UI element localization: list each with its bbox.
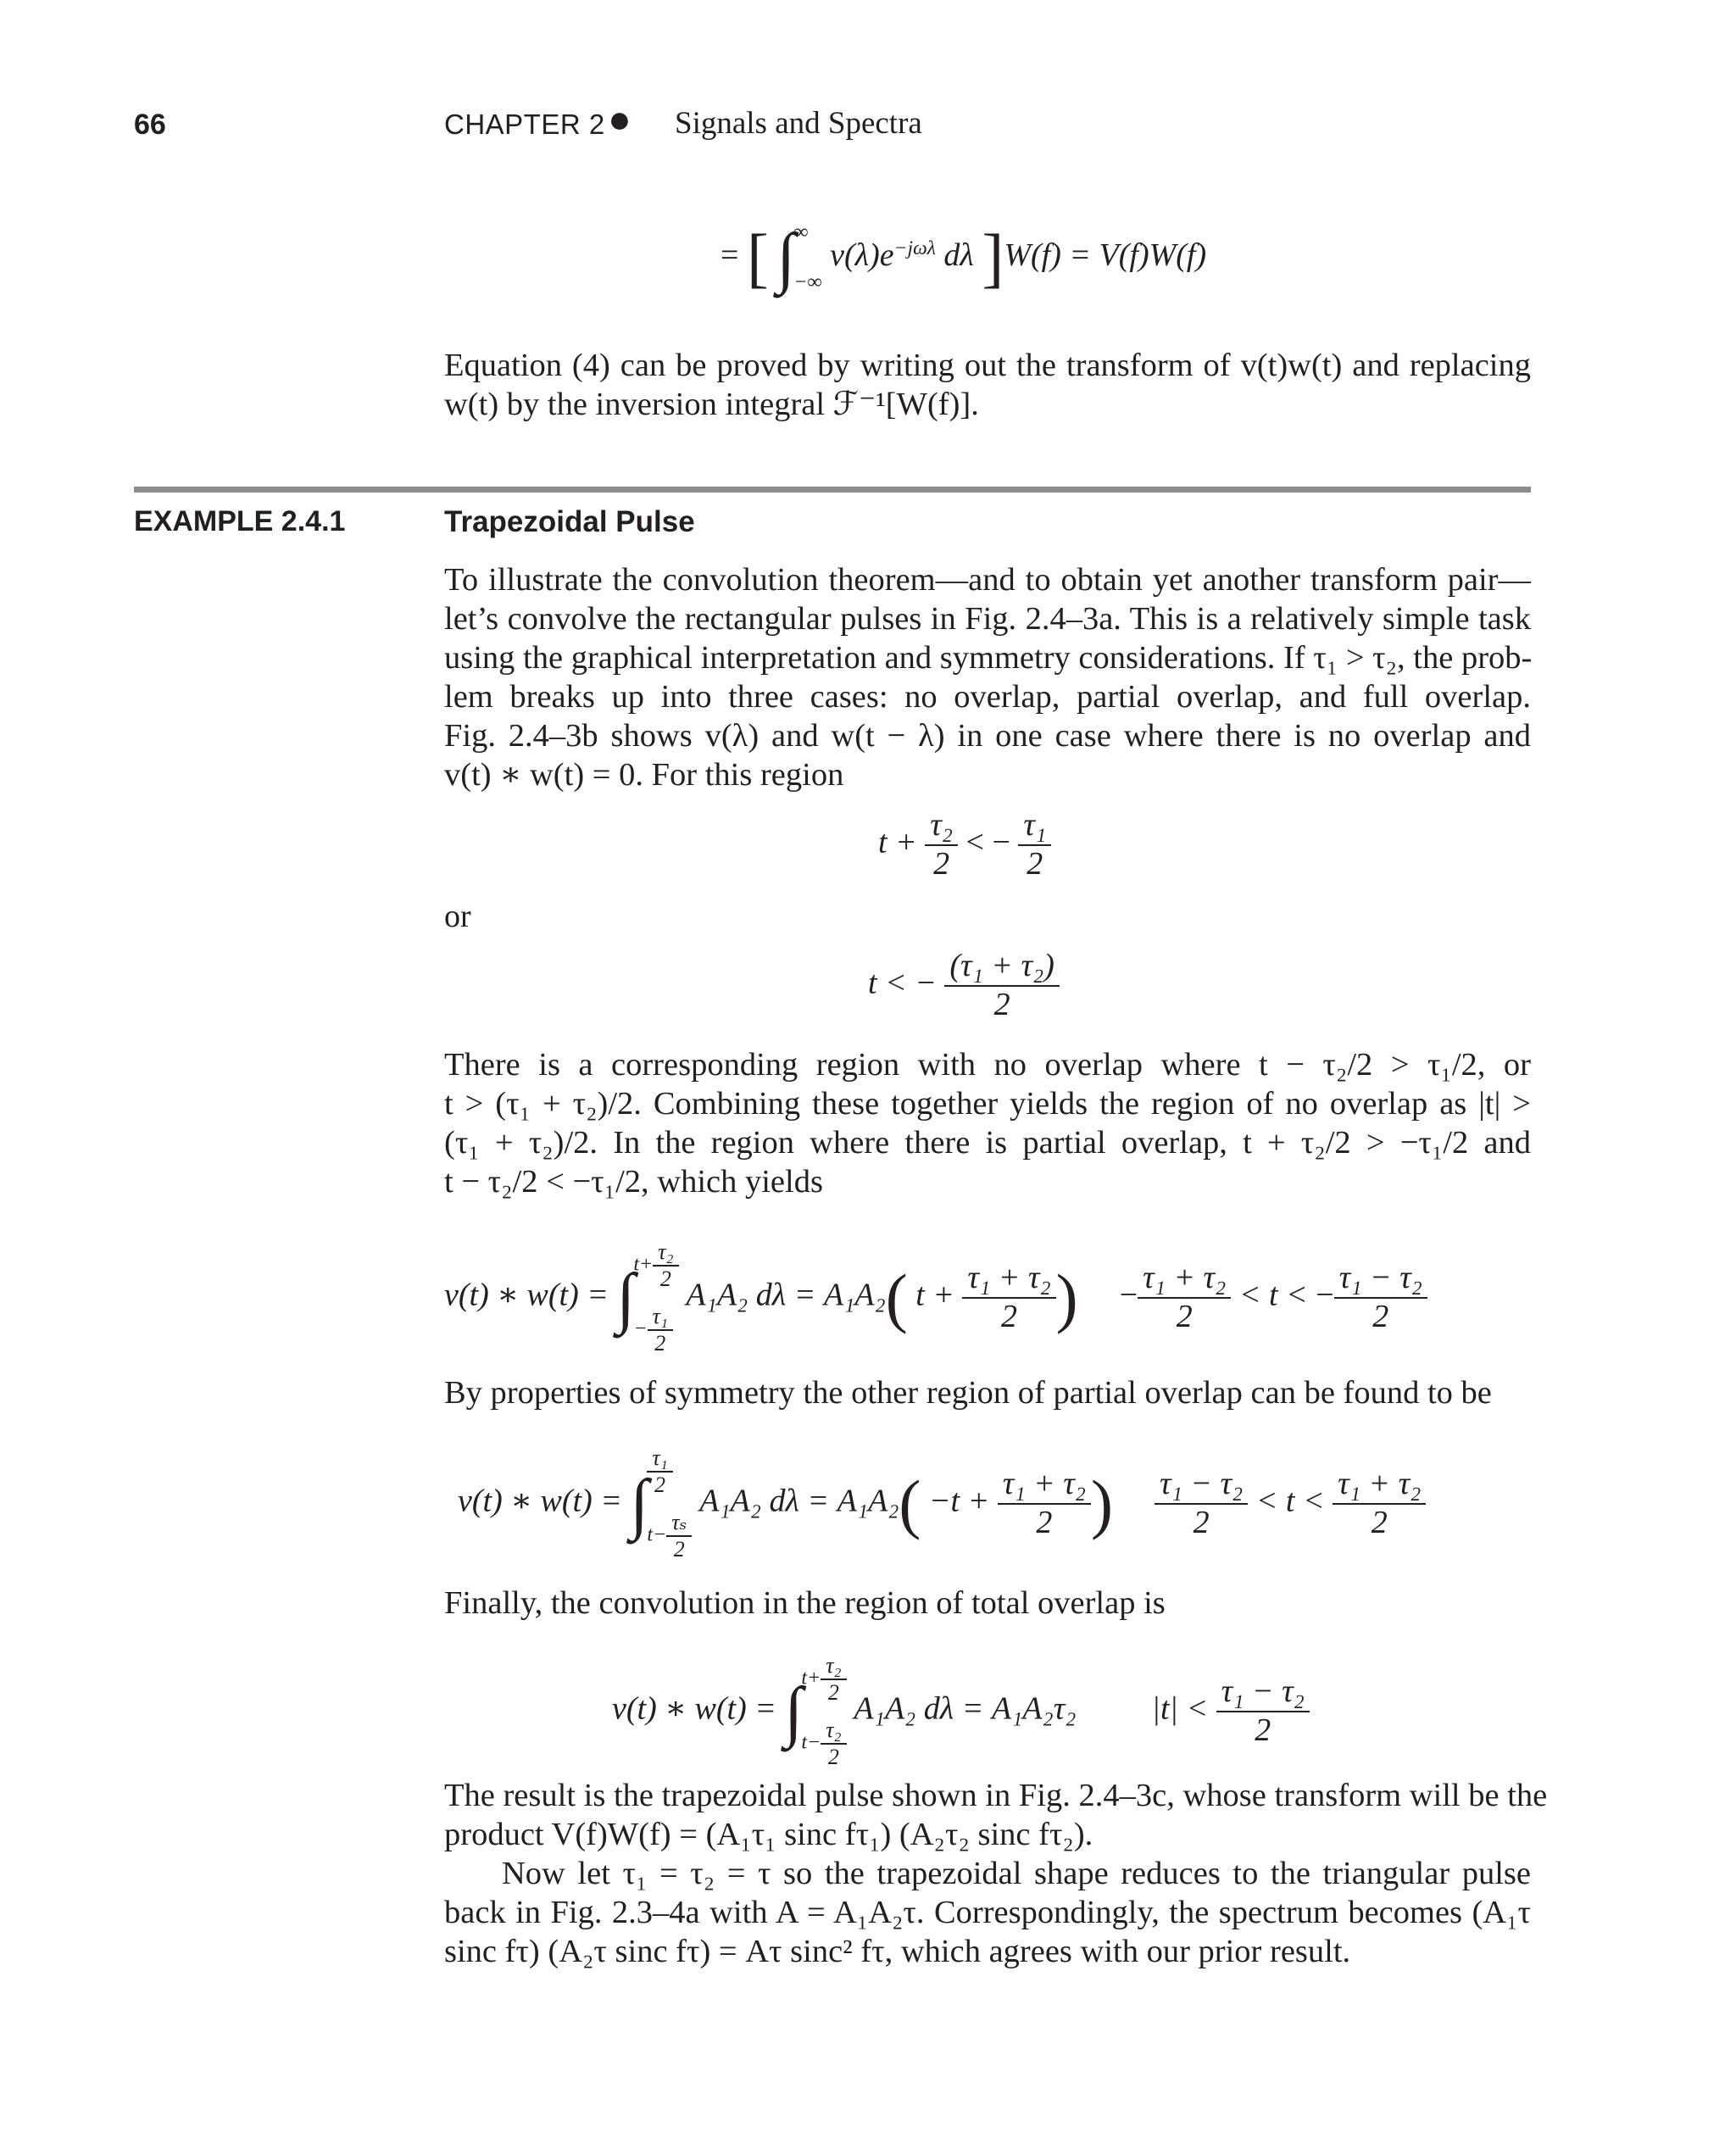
equation-no-overlap-1: t + $\frac{\text{τ₂}}{2}$ < − $\frac{\text{τ₁}}{2}$ (878, 807, 1051, 882)
equation-no-overlap-2: t < − $\frac{\text{(τ₁ + τ₂)}}{2}$ (868, 948, 1060, 1023)
chapter-title: Signals and Spectra (675, 106, 922, 141)
paragraph-result: The result is the trapezoidal pulse shown in Fig. 2.4–3c, whose transform will be the product V(f)W(f) = (A₁τ₁ sinc fτ₁) (A₂τ₂ sinc fτ₂). Now let τ₁ = τ₂ = τ so the trapezoidal shape reduces to the triangular pulse back in Fig. 2.3–4a with A = A₁A₂τ. Correspondingly, the spectrum becomes (A₁τ sinc fτ) (A₂τ sinc fτ) = Aτ sinc² fτ, which agrees with our prior result. (444, 1778, 1548, 1969)
paragraph-partial-overlap: There is a corresponding region with no overlap where t − τ₂/2 > τ₁/2, or t > (τ₁ + τ₂)/2. Combining these together yields the region of no overlap as |t| > (τ₁ + τ₂)/2. In the region where there is partial overlap, t + τ₂/2 > −τ₁/2 and t − τ₂/2 < −τ₁/2, which yields (444, 1047, 1531, 1200)
chapter-label: CHAPTER 2 (444, 109, 605, 140)
equation-partial-overlap-2: v(t) ∗ w(t) = ∫ $\frac{\text{τ₁}}{2}$ t− $\frac{\text{τₛ}}{2}$ A₁A₂ dλ = A₁A₂( −t + $\frac{\text{τ₁ + τ₂}}{2}$ ) $\frac{\text{τ₁ − τ₂}}{2}$ < t < $\frac{\text{τ₁ + τ₂}}{2}$ (458, 1445, 1426, 1562)
example-label: EXAMPLE 2.4.1 (134, 505, 346, 537)
integral-upper-limit: ∞ (793, 221, 809, 243)
equation-total-overlap: v(t) ∗ w(t) = ∫ t+ $\frac{\text{τ₂}}{2}$ t− $\frac{\text{τ₂}}{2}$ A₁A₂ dλ = A₁A₂τ₂ |t| < $\frac{\text{τ₁ − τ₂}}{2}$ (612, 1653, 1310, 1770)
bullet-icon: ● (608, 97, 632, 141)
equation-top: = [ ∫ ∞ −∞ $v(\lambda)e^{-j\omega\lambda}$ dλ ]W(f) = V(f)W(f) (721, 220, 1207, 296)
equation-partial-overlap-1: v(t) ∗ w(t) = ∫ t+ $\frac{\text{τ₂}}{2}$ − $\frac{\text{τ₁}}{2}$ A₁A₂ dλ = A₁A₂( t + $\frac{\text{τ₁ + τ₂}}{2}$ ) − $\frac{\text{τ₁ + τ₂}}{2}$ < t < − $\frac{\text{τ₁ − τ₂}}{2}$ (444, 1239, 1427, 1356)
paragraph-intro: To illustrate the convolution theorem—and to obtain yet another transform pair— let’s convolve the rectangular pulses in Fig. 2.4–3a. This is a relatively simple task using the graphical interpretation and symmetry considerations. If τ₁ > τ₂, the prob- lem breaks up into three cases: no overlap, partial overlap, and full overlap. Fig. 2.4–3b shows v(λ) and w(t − λ) in one case where there is no overlap and v(t) ∗ w(t) = 0. For this region (444, 562, 1533, 793)
page-number: 66 (134, 109, 166, 141)
paragraph-total-overlap: Finally, the convolution in the region of total overlap is (444, 1585, 1166, 1621)
paragraph-equation4-proof: Equation (4) can be proved by writing out the transform of v(t)w(t) and replacing w(t) by the inversion integral ℱ⁻¹[W(f)]. (444, 348, 1531, 422)
section-rule (134, 487, 1531, 493)
example-title: Trapezoidal Pulse (444, 505, 695, 538)
paragraph-symmetry: By properties of symmetry the other region of partial overlap can be found to be (444, 1375, 1492, 1411)
integral-lower-limit: −∞ (793, 271, 822, 294)
or-word: or (444, 899, 471, 934)
